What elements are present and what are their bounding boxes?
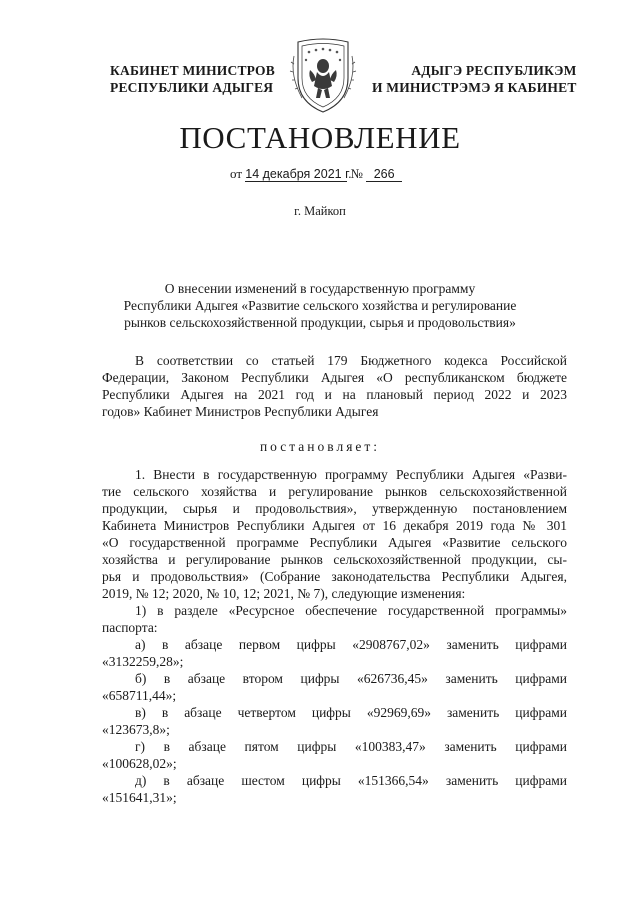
- text-line: 2019, № 12; 2020, № 10, 12; 2021, № 7), следующие изменения:: [102, 586, 466, 601]
- text-line: продукции, сырья и продовольствия», утвержденную постановлением: [102, 501, 567, 516]
- text-line: паспорта:: [102, 620, 158, 635]
- subject-line: рынков сельскохозяйственной продукции, сырья и продовольствия»: [124, 315, 516, 330]
- issuer-line: И МИНИСТРЭМЭ Я КАБИНЕТ: [372, 80, 577, 95]
- text-line: 1) в разделе «Ресурсное обеспечение государственной программы»: [135, 603, 567, 618]
- text-line: «151641,31»;: [102, 790, 177, 805]
- document-subject: [100, 280, 540, 331]
- text-line: 1. Внести в государственную программу Республики Адыгея «Разви-: [135, 467, 567, 482]
- text-line: Кабинета Министров Республики Адыгея от 16 декабря 2019 года № 301: [102, 518, 567, 533]
- subject-line: Республики Адыгея «Развитие сельского хозяйства и регулирование: [123, 298, 517, 313]
- text-line: тие сельского хозяйства и регулирование рынков сельскохозяйственной: [102, 484, 567, 499]
- document-number: 266: [366, 167, 402, 182]
- text-line: Республики Адыгея на 2021 год и на плановый период 2022 и 2023: [102, 387, 567, 402]
- subject-line: О внесении изменений в государственную программу: [164, 281, 476, 296]
- coat-of-arms-icon: [288, 36, 358, 114]
- issuer-line: КАБИНЕТ МИНИСТРОВ: [110, 63, 275, 78]
- text-line: Федерации, Законом Республики Адыгея «О республиканском бюджете: [102, 370, 567, 385]
- text-line: д) в абзаце шестом цифры «151366,54» заменить цифрами: [135, 773, 567, 788]
- issuer-line: АДЫГЭ РЕСПУБЛИКЭМ: [411, 63, 577, 78]
- issuer-line: РЕСПУБЛИКИ АДЫГЕЯ: [110, 80, 274, 95]
- number-sign: №: [350, 166, 363, 181]
- issuer-name-adyghe: [372, 62, 577, 96]
- text-line: б) в абзаце втором цифры «626736,45» заменить цифрами: [135, 671, 567, 686]
- text-line: а) в абзаце первом цифры «2908767,02» заменить цифрами: [135, 637, 567, 652]
- issuer-name-russian: [110, 62, 275, 96]
- text-line: хозяйства и регулирование рынков сельскохозяйственной продукции, сы-: [102, 552, 567, 567]
- text-line: «123673,8»;: [102, 722, 170, 737]
- text-line: В соответствии со статьей 179 Бюджетного кодекса Российской: [135, 353, 567, 368]
- text-line: г) в абзаце пятом цифры «100383,47» заменить цифрами: [135, 739, 567, 754]
- text-line: рья и продовольствия» (Собрание законодательства Республики Адыгея,: [102, 569, 567, 584]
- decree-word: постановляет:: [259, 439, 381, 454]
- item-1-paragraph: [102, 466, 567, 806]
- date-prefix: от: [230, 166, 243, 181]
- text-line: «3132259,28»;: [102, 654, 184, 669]
- text-line: годов» Кабинет Министров Республики Адыгея: [102, 404, 379, 419]
- text-line: в) в абзаце четвертом цифры «92969,69» заменить цифрами: [135, 705, 567, 720]
- text-line: «658711,44»;: [102, 688, 177, 703]
- city-name: г. Майкоп: [294, 204, 346, 218]
- text-line: «О государственной программе Республики Адыгея «Развитие сельского: [102, 535, 567, 550]
- date-number-line: [230, 166, 402, 182]
- document-title: ПОСТАНОВЛЕНИЕ: [179, 120, 461, 155]
- text-line: «100628,02»;: [102, 756, 177, 771]
- document-date: 14 декабря 2021 г.: [245, 167, 352, 181]
- preamble-paragraph: [102, 352, 567, 420]
